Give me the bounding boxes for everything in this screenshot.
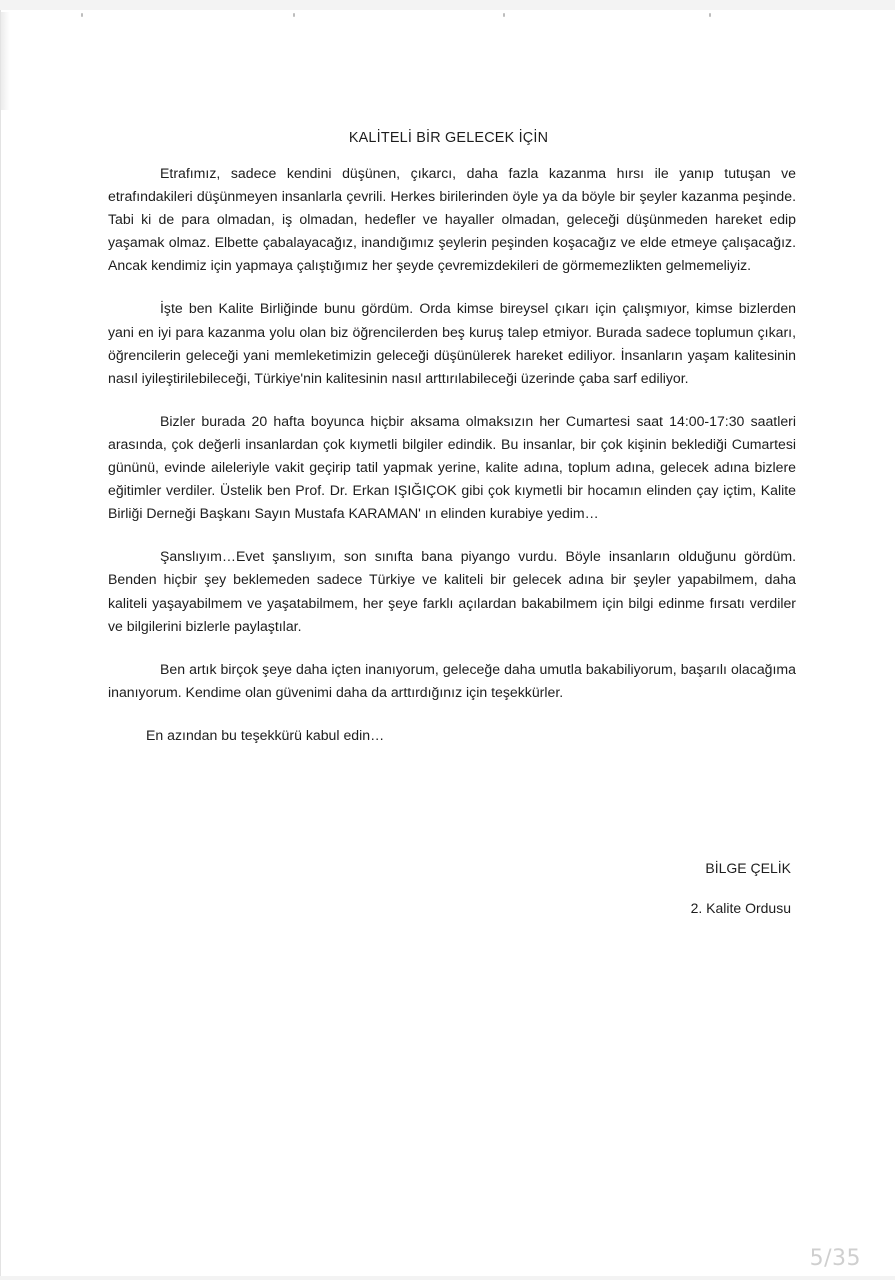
document-title: KALİTELİ BİR GELECEK İÇİN [348,130,549,146]
closing-line: En azından bu teşekkürü kabul edin… [146,726,385,743]
paragraph: Ben artık birçok şeye daha içten inanıyorum, geleceğe daha umutla bakabiliyorum, başarılı olacağıma inanıyorum. Kendime olan güvenimi daha da arttırdığınız için teşekkürler. [108,660,796,700]
scan-mark [709,13,711,17]
signature-unit: 2. Kalite Ordusu [690,900,791,916]
page-counter: 5/35 [809,1246,861,1271]
document-body [108,162,796,767]
document-page [0,10,895,1276]
scan-mark [81,13,83,17]
paragraph: Şanslıyım…Evet şanslıyım, son sınıfta bana piyango vurdu. Böyle insanların olduğunu gördüm. Benden hiçbir şey beklemeden sadece Türkiye ve kaliteli bir gelecek adına bir şeyler yapabilmem, daha kaliteli yaşayabilmem ve yaşatabilmem, her şeye farklı açılardan bakabilmem için bilgi edinme fırsatı verdiler ve bilgilerini bizlerle paylaştılar. [108,548,796,634]
paragraph: Etrafımız, sadece kendini düşünen, çıkarcı, daha fazla kazanma hırsı ile yanıp tutuşan ve etrafındakileri düşünmeyen insanlarla çevrili. Herkes birilerinden öyle ya da böyle bir şeyler kazanma peşinde. Tabi ki de para olmadan, iş olmadan, hedefler ve hayaller olmadan, geleceği düşünmeden hareket edip yaşamak olmaz. Elbette çabalayacağız, inandığımız şeylerin peşinden koşacağız ve elde etmeye çalışacağız. Ancak kendimiz için yapmaya çalıştığımız her şeyde çevremizdekileri de görmemezlikten gelmemeliyiz. [108,165,796,274]
scan-mark [293,13,295,17]
scan-edge-marks [1,10,895,22]
paragraph: İşte ben Kalite Birliğinde bunu gördüm. Orda kimse bireysel çıkarı için çalışmıyor, kimse bizlerden yani en iyi para kazanma yolu olan biz öğrencilerden beş kuruş talep etmiyor. Burada sadece toplumun çıkarı, öğrencilerin geleceği yani memleketimizin geleceği düşünülerek hareket ediliyor. İnsanların yaşam kalitesinin nasıl iyileştirilebileceği, Türkiye'nin kalitesinin nasıl arttırılabileceği üzerinde çaba sarf ediliyor. [108,300,796,386]
scan-left-edge [1,12,10,110]
scan-mark [503,13,505,17]
paragraph: Bizler burada 20 hafta boyunca hiçbir aksama olmaksızın her Cumartesi saat 14:00-17:30 saatleri arasında, çok değerli insanlardan çok kıymetli bilgiler edindik. Bu insanlar, bir çok kişinin beklediği Cumartesi gününü, evinde aileleriyle vakit geçirip tatil yapmak yerine, kalite adına, toplum adına, gelecek adına bizlere eğitimler verdiler. Üstelik ben Prof. Dr. Erkan IŞIĞIÇOK gibi çok kıymetli bir hocamın elinden çay içtim, Kalite Birliği Derneği Başkanı Sayın Mustafa KARAMAN' ın elinden kurabiye yedim… [108,412,796,522]
signature-name: BİLGE ÇELİK [705,860,791,876]
